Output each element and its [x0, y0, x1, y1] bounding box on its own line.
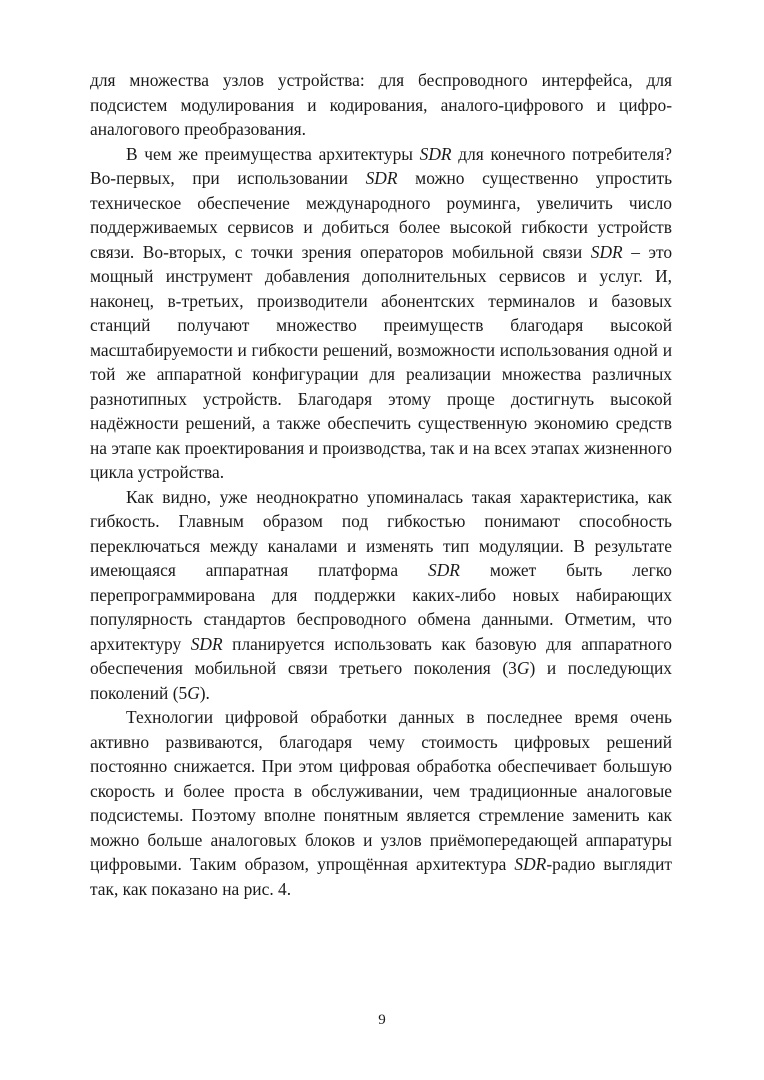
- paragraph: [90, 485, 672, 706]
- italic-term: SDR: [190, 633, 223, 654]
- page-number: 9: [378, 1012, 386, 1028]
- paragraph: [90, 142, 672, 485]
- text-run: может быть легко перепрограммирована для поддержки каких-либо новых набирающих популярность стандартов беспроводного обмена данными. Отметим, что архитектуру: [90, 560, 672, 654]
- text-run: планируется использовать как базовую для аппаратного обеспечения мобильной связи третьего поколения (3: [90, 633, 673, 678]
- paragraph: [90, 705, 672, 901]
- text-run: Технологии цифровой обработки данных в последнее время очень активно развиваются, благодаря чему стоимость цифровых решений постоянно снижается. При этом цифровая обработка обеспечивает большую скорость и более проста в обслуживании, чем традиционные аналоговые подсистемы. Поэтому вполне понятным является стремление заменить как можно больше аналоговых блоков и узлов приёмопередающей аппаратуры цифровыми. Таким образом, упрощённая архитектура: [90, 707, 672, 874]
- italic-term: SDR: [514, 854, 547, 874]
- text-run: -радио выглядит так, как показано на рис. 4.: [90, 854, 672, 899]
- text-run: ).: [199, 682, 210, 703]
- text-run: В чем же преимущества архитектуры: [126, 143, 420, 164]
- text-run: можно существенно упростить техническое обеспечение международного роуминга, увеличить число поддерживаемых сервисов и добиться более высокой гибкости устройств связи. Во-вторых, с точки зрения операторов мобильной связи: [90, 168, 673, 262]
- text-run: – это мощный инструмент добавления дополнительных сервисов и услуг. И, наконец, в-третьих, производители абонентских терминалов и базовых станций получают множество преимуществ благодаря высокой масштабируемости и гибкости решений, возможности использования одной и той же аппаратной конфигурации для реализации множества различных разнотипных устройств. Благодаря этому проще достигнуть высокой надёжности решений, а также обеспечить существенную экономию средств на этапе как проектирования и производства, так и на всех этапах жизненного цикла устройства.: [90, 241, 673, 482]
- text-run: для конечного потребителя? Во-первых, при использовании: [90, 143, 672, 188]
- text-run: Как видно, уже неоднократно упоминалась такая характеристика, как гибкость. Главным образом под гибкостью понимают способность переключаться между каналами и изменять тип модуляции. В результате имеющаяся аппаратная платформа: [90, 486, 672, 580]
- italic-term: SDR: [365, 168, 398, 188]
- italic-term: G: [187, 682, 200, 703]
- text-run: ) и последующих поколений (5: [90, 658, 672, 703]
- italic-term: G: [516, 658, 530, 678]
- text-run: для множества узлов устройства: для беспроводного интерфейса, для подсистем модулирования и кодирования, аналого-цифрового и цифро-аналогового преобразования.: [90, 70, 672, 139]
- italic-term: SDR: [419, 143, 452, 164]
- italic-term: SDR: [590, 241, 623, 262]
- paragraph: [90, 68, 672, 142]
- body-text: [90, 68, 672, 901]
- italic-term: SDR: [428, 560, 460, 580]
